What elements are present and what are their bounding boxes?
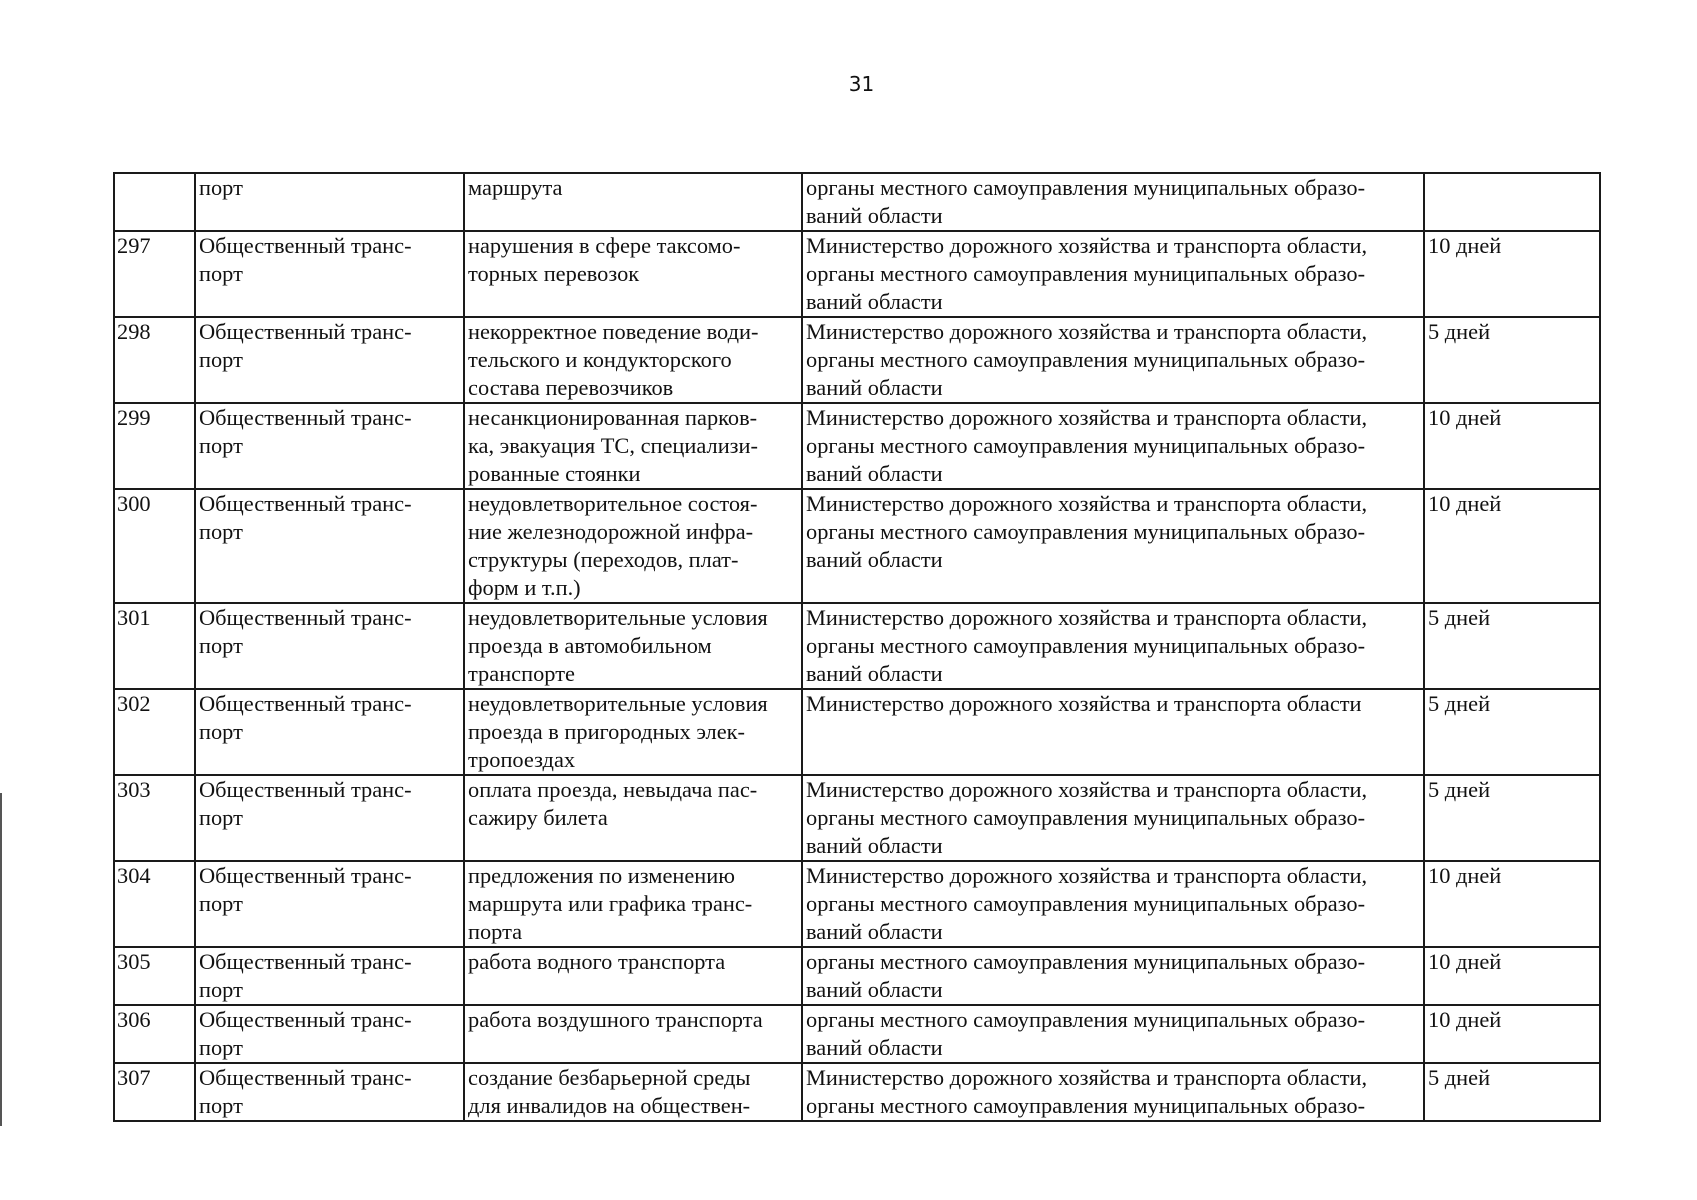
- subject-cell: создание безбарьерной среды для инвалидов на обществен-: [464, 1063, 802, 1121]
- authority-cell: Министерство дорожного хозяйства и транспорта области, органы местного самоуправления муниципальных образо- ваний области: [802, 775, 1424, 861]
- term-cell: 10 дней: [1424, 1005, 1600, 1063]
- authority-cell: Министерство дорожного хозяйства и транспорта области, органы местного самоуправления муниципальных образо- ваний области: [802, 403, 1424, 489]
- category-cell: Общественный транс- порт: [195, 317, 464, 403]
- row-number: 304: [114, 861, 195, 947]
- table-row: [114, 317, 1600, 403]
- authority-cell: Министерство дорожного хозяйства и транспорта области: [802, 689, 1424, 775]
- term-cell: 10 дней: [1424, 403, 1600, 489]
- term-cell: 10 дней: [1424, 947, 1600, 1005]
- table-row: [114, 947, 1600, 1005]
- authority-cell: органы местного самоуправления муниципальных образо- ваний области: [802, 173, 1424, 231]
- table-row: [114, 173, 1600, 231]
- category-cell: Общественный транс- порт: [195, 603, 464, 689]
- subject-cell: неудовлетворительные условия проезда в пригородных элек- тропоездах: [464, 689, 802, 775]
- category-cell: Общественный транс- порт: [195, 403, 464, 489]
- authority-cell: Министерство дорожного хозяйства и транспорта области, органы местного самоуправления муниципальных образо-: [802, 1063, 1424, 1121]
- subject-cell: работа воздушного транспорта: [464, 1005, 802, 1063]
- term-cell: 10 дней: [1424, 489, 1600, 603]
- row-number: 301: [114, 603, 195, 689]
- scan-edge-mark: [0, 793, 2, 1126]
- authority-cell: Министерство дорожного хозяйства и транспорта области, органы местного самоуправления муниципальных образо- ваний области: [802, 317, 1424, 403]
- row-number: 298: [114, 317, 195, 403]
- term-cell: 5 дней: [1424, 603, 1600, 689]
- subject-cell: некорректное поведение води- тельского и кондукторского состава перевозчиков: [464, 317, 802, 403]
- table-row: [114, 603, 1600, 689]
- term-cell: 5 дней: [1424, 775, 1600, 861]
- category-cell: порт: [195, 173, 464, 231]
- row-number: 306: [114, 1005, 195, 1063]
- category-cell: Общественный транс- порт: [195, 947, 464, 1005]
- category-cell: Общественный транс- порт: [195, 1005, 464, 1063]
- subject-cell: неудовлетворительные условия проезда в автомобильном транспорте: [464, 603, 802, 689]
- category-cell: Общественный транс- порт: [195, 861, 464, 947]
- category-cell: Общественный транс- порт: [195, 1063, 464, 1121]
- table-row: [114, 1063, 1600, 1121]
- subject-cell: предложения по изменению маршрута или графика транс- порта: [464, 861, 802, 947]
- appeals-table: [113, 172, 1601, 1122]
- term-cell: [1424, 173, 1600, 231]
- page-number: 31: [848, 72, 875, 96]
- table-row: [114, 689, 1600, 775]
- authority-cell: Министерство дорожного хозяйства и транспорта области, органы местного самоуправления муниципальных образо- ваний области: [802, 603, 1424, 689]
- term-cell: 5 дней: [1424, 317, 1600, 403]
- row-number: [114, 173, 195, 231]
- subject-cell: неудовлетворительное состоя- ние железнодорожной инфра- структуры (переходов, плат- форм и т.п.): [464, 489, 802, 603]
- authority-cell: органы местного самоуправления муниципальных образо- ваний области: [802, 947, 1424, 1005]
- table-row: [114, 1005, 1600, 1063]
- row-number: 305: [114, 947, 195, 1005]
- term-cell: 10 дней: [1424, 861, 1600, 947]
- subject-cell: оплата проезда, невыдача пас- сажиру билета: [464, 775, 802, 861]
- row-number: 299: [114, 403, 195, 489]
- term-cell: 5 дней: [1424, 689, 1600, 775]
- row-number: 303: [114, 775, 195, 861]
- row-number: 297: [114, 231, 195, 317]
- table-row: [114, 231, 1600, 317]
- term-cell: 10 дней: [1424, 231, 1600, 317]
- table-row: [114, 489, 1600, 603]
- authority-cell: Министерство дорожного хозяйства и транспорта области, органы местного самоуправления муниципальных образо- ваний области: [802, 861, 1424, 947]
- row-number: 307: [114, 1063, 195, 1121]
- table-row: [114, 775, 1600, 861]
- row-number: 302: [114, 689, 195, 775]
- term-cell: 5 дней: [1424, 1063, 1600, 1121]
- authority-cell: органы местного самоуправления муниципальных образо- ваний области: [802, 1005, 1424, 1063]
- table-row: [114, 861, 1600, 947]
- authority-cell: Министерство дорожного хозяйства и транспорта области, органы местного самоуправления муниципальных образо- ваний области: [802, 231, 1424, 317]
- category-cell: Общественный транс- порт: [195, 775, 464, 861]
- subject-cell: несанкционированная парков- ка, эвакуация ТС, специализи- рованные стоянки: [464, 403, 802, 489]
- subject-cell: нарушения в сфере таксомо- торных перевозок: [464, 231, 802, 317]
- category-cell: Общественный транс- порт: [195, 489, 464, 603]
- category-cell: Общественный транс- порт: [195, 231, 464, 317]
- row-number: 300: [114, 489, 195, 603]
- table-row: [114, 403, 1600, 489]
- subject-cell: маршрута: [464, 173, 802, 231]
- subject-cell: работа водного транспорта: [464, 947, 802, 1005]
- category-cell: Общественный транс- порт: [195, 689, 464, 775]
- authority-cell: Министерство дорожного хозяйства и транспорта области, органы местного самоуправления муниципальных образо- ваний области: [802, 489, 1424, 603]
